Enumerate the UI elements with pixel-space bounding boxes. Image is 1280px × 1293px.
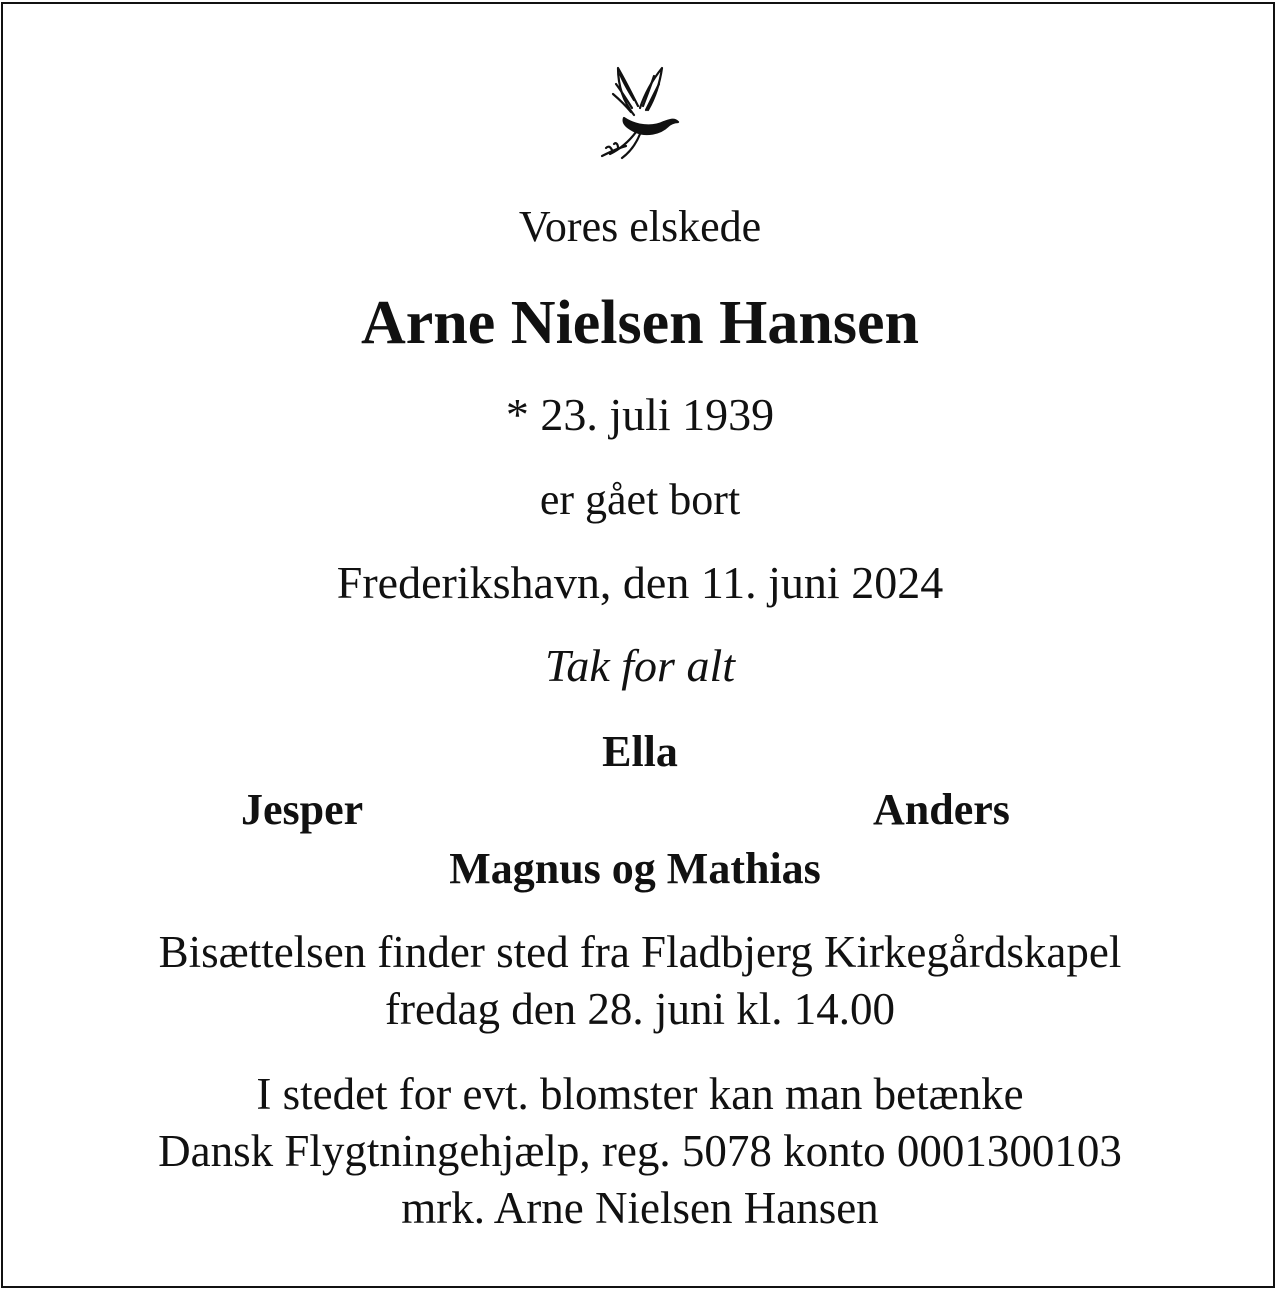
donation-reference: mrk. Arne Nielsen Hansen bbox=[401, 1183, 879, 1233]
passed-text: er gået bort bbox=[539, 475, 741, 524]
spouse-name: Ella bbox=[602, 727, 678, 776]
ceremony-time: fredag den 28. juni kl. 14.00 bbox=[385, 984, 895, 1034]
child-name-right: Anders bbox=[873, 785, 1010, 834]
birth-date: * 23. juli 1939 bbox=[505, 389, 775, 440]
donation-account: Dansk Flygtningehjælp, reg. 5078 konto 0001300103 bbox=[158, 1126, 1122, 1176]
grandchildren-names: Magnus og Mathias bbox=[449, 844, 821, 893]
dove-icon bbox=[596, 60, 686, 165]
place-and-date-of-death: Frederikshavn, den 11. juni 2024 bbox=[336, 557, 944, 608]
child-name-left: Jesper bbox=[241, 785, 364, 834]
donation-intro: I stedet for evt. blomster kan man betænke bbox=[256, 1069, 1024, 1119]
deceased-name: Arne Nielsen Hansen bbox=[361, 289, 919, 357]
intro-text: Vores elskede bbox=[518, 202, 762, 251]
thanks-text: Tak for alt bbox=[544, 640, 736, 691]
ceremony-location: Bisættelsen finder sted fra Fladbjerg Kirkegårdskapel bbox=[158, 927, 1122, 977]
